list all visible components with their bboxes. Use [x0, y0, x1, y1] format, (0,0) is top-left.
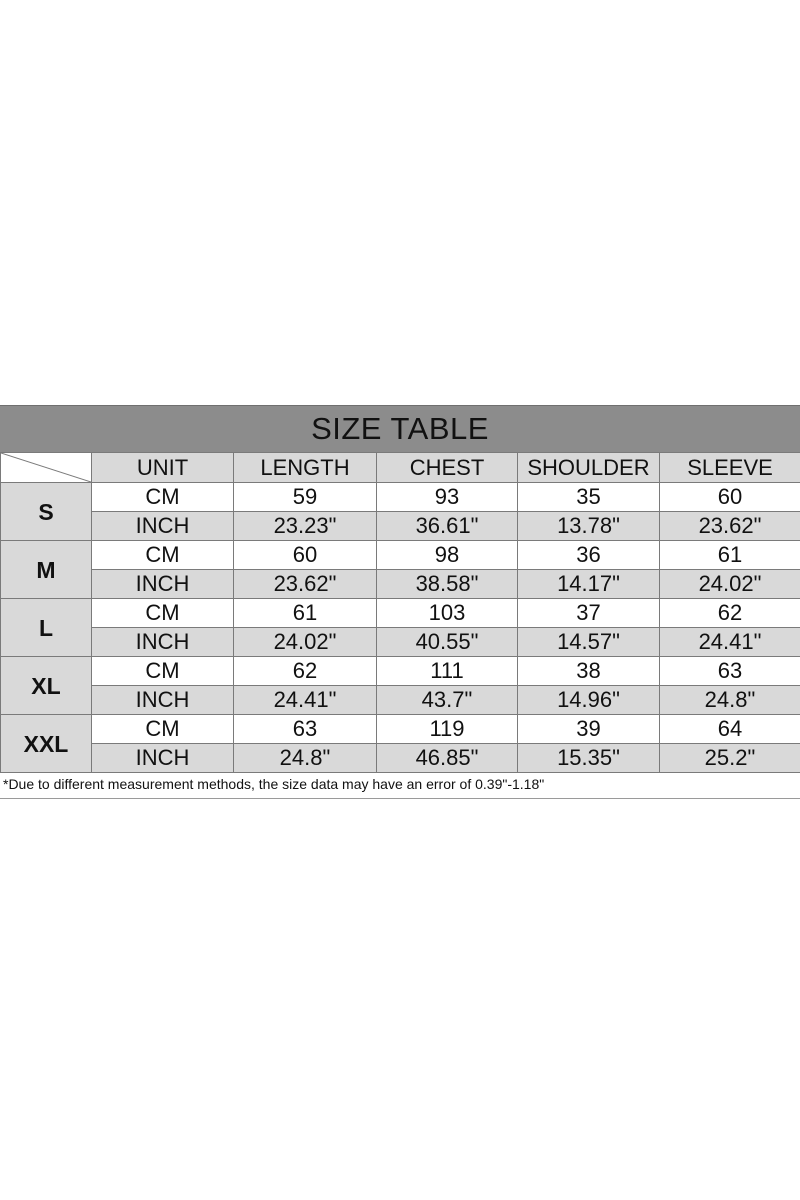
shoulder-value: 35 [518, 483, 660, 512]
unit-cell: INCH [92, 570, 234, 599]
unit-cell: CM [92, 483, 234, 512]
length-value: 63 [234, 715, 377, 744]
table-row [1, 570, 800, 599]
sleeve-value: 24.41" [660, 628, 800, 657]
chest-value: 46.85" [377, 744, 518, 773]
sleeve-value: 25.2" [660, 744, 800, 773]
size-grid [0, 452, 800, 773]
footnote: *Due to different measurement methods, the size data may have an error of 0.39"-1.18" [0, 773, 800, 799]
chest-value: 111 [377, 657, 518, 686]
length-value: 24.8" [234, 744, 377, 773]
length-value: 23.62" [234, 570, 377, 599]
shoulder-value: 13.78" [518, 512, 660, 541]
table-row [1, 744, 800, 773]
shoulder-value: 14.17" [518, 570, 660, 599]
length-value: 24.02" [234, 628, 377, 657]
corner-cell [1, 453, 92, 483]
size-label: L [1, 599, 92, 657]
table-row [1, 483, 800, 512]
shoulder-value: 39 [518, 715, 660, 744]
unit-cell: INCH [92, 686, 234, 715]
table-row [1, 512, 800, 541]
shoulder-value: 15.35" [518, 744, 660, 773]
chest-value: 36.61" [377, 512, 518, 541]
length-value: 23.23" [234, 512, 377, 541]
unit-cell: INCH [92, 744, 234, 773]
chest-value: 40.55" [377, 628, 518, 657]
length-value: 24.41" [234, 686, 377, 715]
chest-value: 38.58" [377, 570, 518, 599]
table-row [1, 541, 800, 570]
shoulder-value: 37 [518, 599, 660, 628]
size-label: M [1, 541, 92, 599]
unit-cell: CM [92, 599, 234, 628]
header-length: LENGTH [234, 453, 377, 483]
sleeve-value: 63 [660, 657, 800, 686]
sleeve-value: 61 [660, 541, 800, 570]
length-value: 61 [234, 599, 377, 628]
table-row [1, 599, 800, 628]
unit-cell: CM [92, 715, 234, 744]
header-row [1, 453, 800, 483]
sleeve-value: 62 [660, 599, 800, 628]
size-label: S [1, 483, 92, 541]
sleeve-value: 24.02" [660, 570, 800, 599]
sleeve-value: 24.8" [660, 686, 800, 715]
header-unit: UNIT [92, 453, 234, 483]
shoulder-value: 14.57" [518, 628, 660, 657]
chest-value: 98 [377, 541, 518, 570]
length-value: 60 [234, 541, 377, 570]
shoulder-value: 36 [518, 541, 660, 570]
shoulder-value: 38 [518, 657, 660, 686]
size-table [0, 405, 800, 799]
header-sleeve: SLEEVE [660, 453, 800, 483]
length-value: 62 [234, 657, 377, 686]
unit-cell: CM [92, 657, 234, 686]
chest-value: 43.7" [377, 686, 518, 715]
shoulder-value: 14.96" [518, 686, 660, 715]
table-title: SIZE TABLE [0, 405, 800, 452]
table-row [1, 686, 800, 715]
sleeve-value: 23.62" [660, 512, 800, 541]
sleeve-value: 60 [660, 483, 800, 512]
chest-value: 103 [377, 599, 518, 628]
size-label: XL [1, 657, 92, 715]
size-label: XXL [1, 715, 92, 773]
header-shoulder: SHOULDER [518, 453, 660, 483]
table-row [1, 715, 800, 744]
chest-value: 119 [377, 715, 518, 744]
diagonal-divider [1, 453, 91, 482]
table-row [1, 628, 800, 657]
unit-cell: CM [92, 541, 234, 570]
header-chest: CHEST [377, 453, 518, 483]
chest-value: 93 [377, 483, 518, 512]
length-value: 59 [234, 483, 377, 512]
unit-cell: INCH [92, 628, 234, 657]
unit-cell: INCH [92, 512, 234, 541]
sleeve-value: 64 [660, 715, 800, 744]
table-row [1, 657, 800, 686]
